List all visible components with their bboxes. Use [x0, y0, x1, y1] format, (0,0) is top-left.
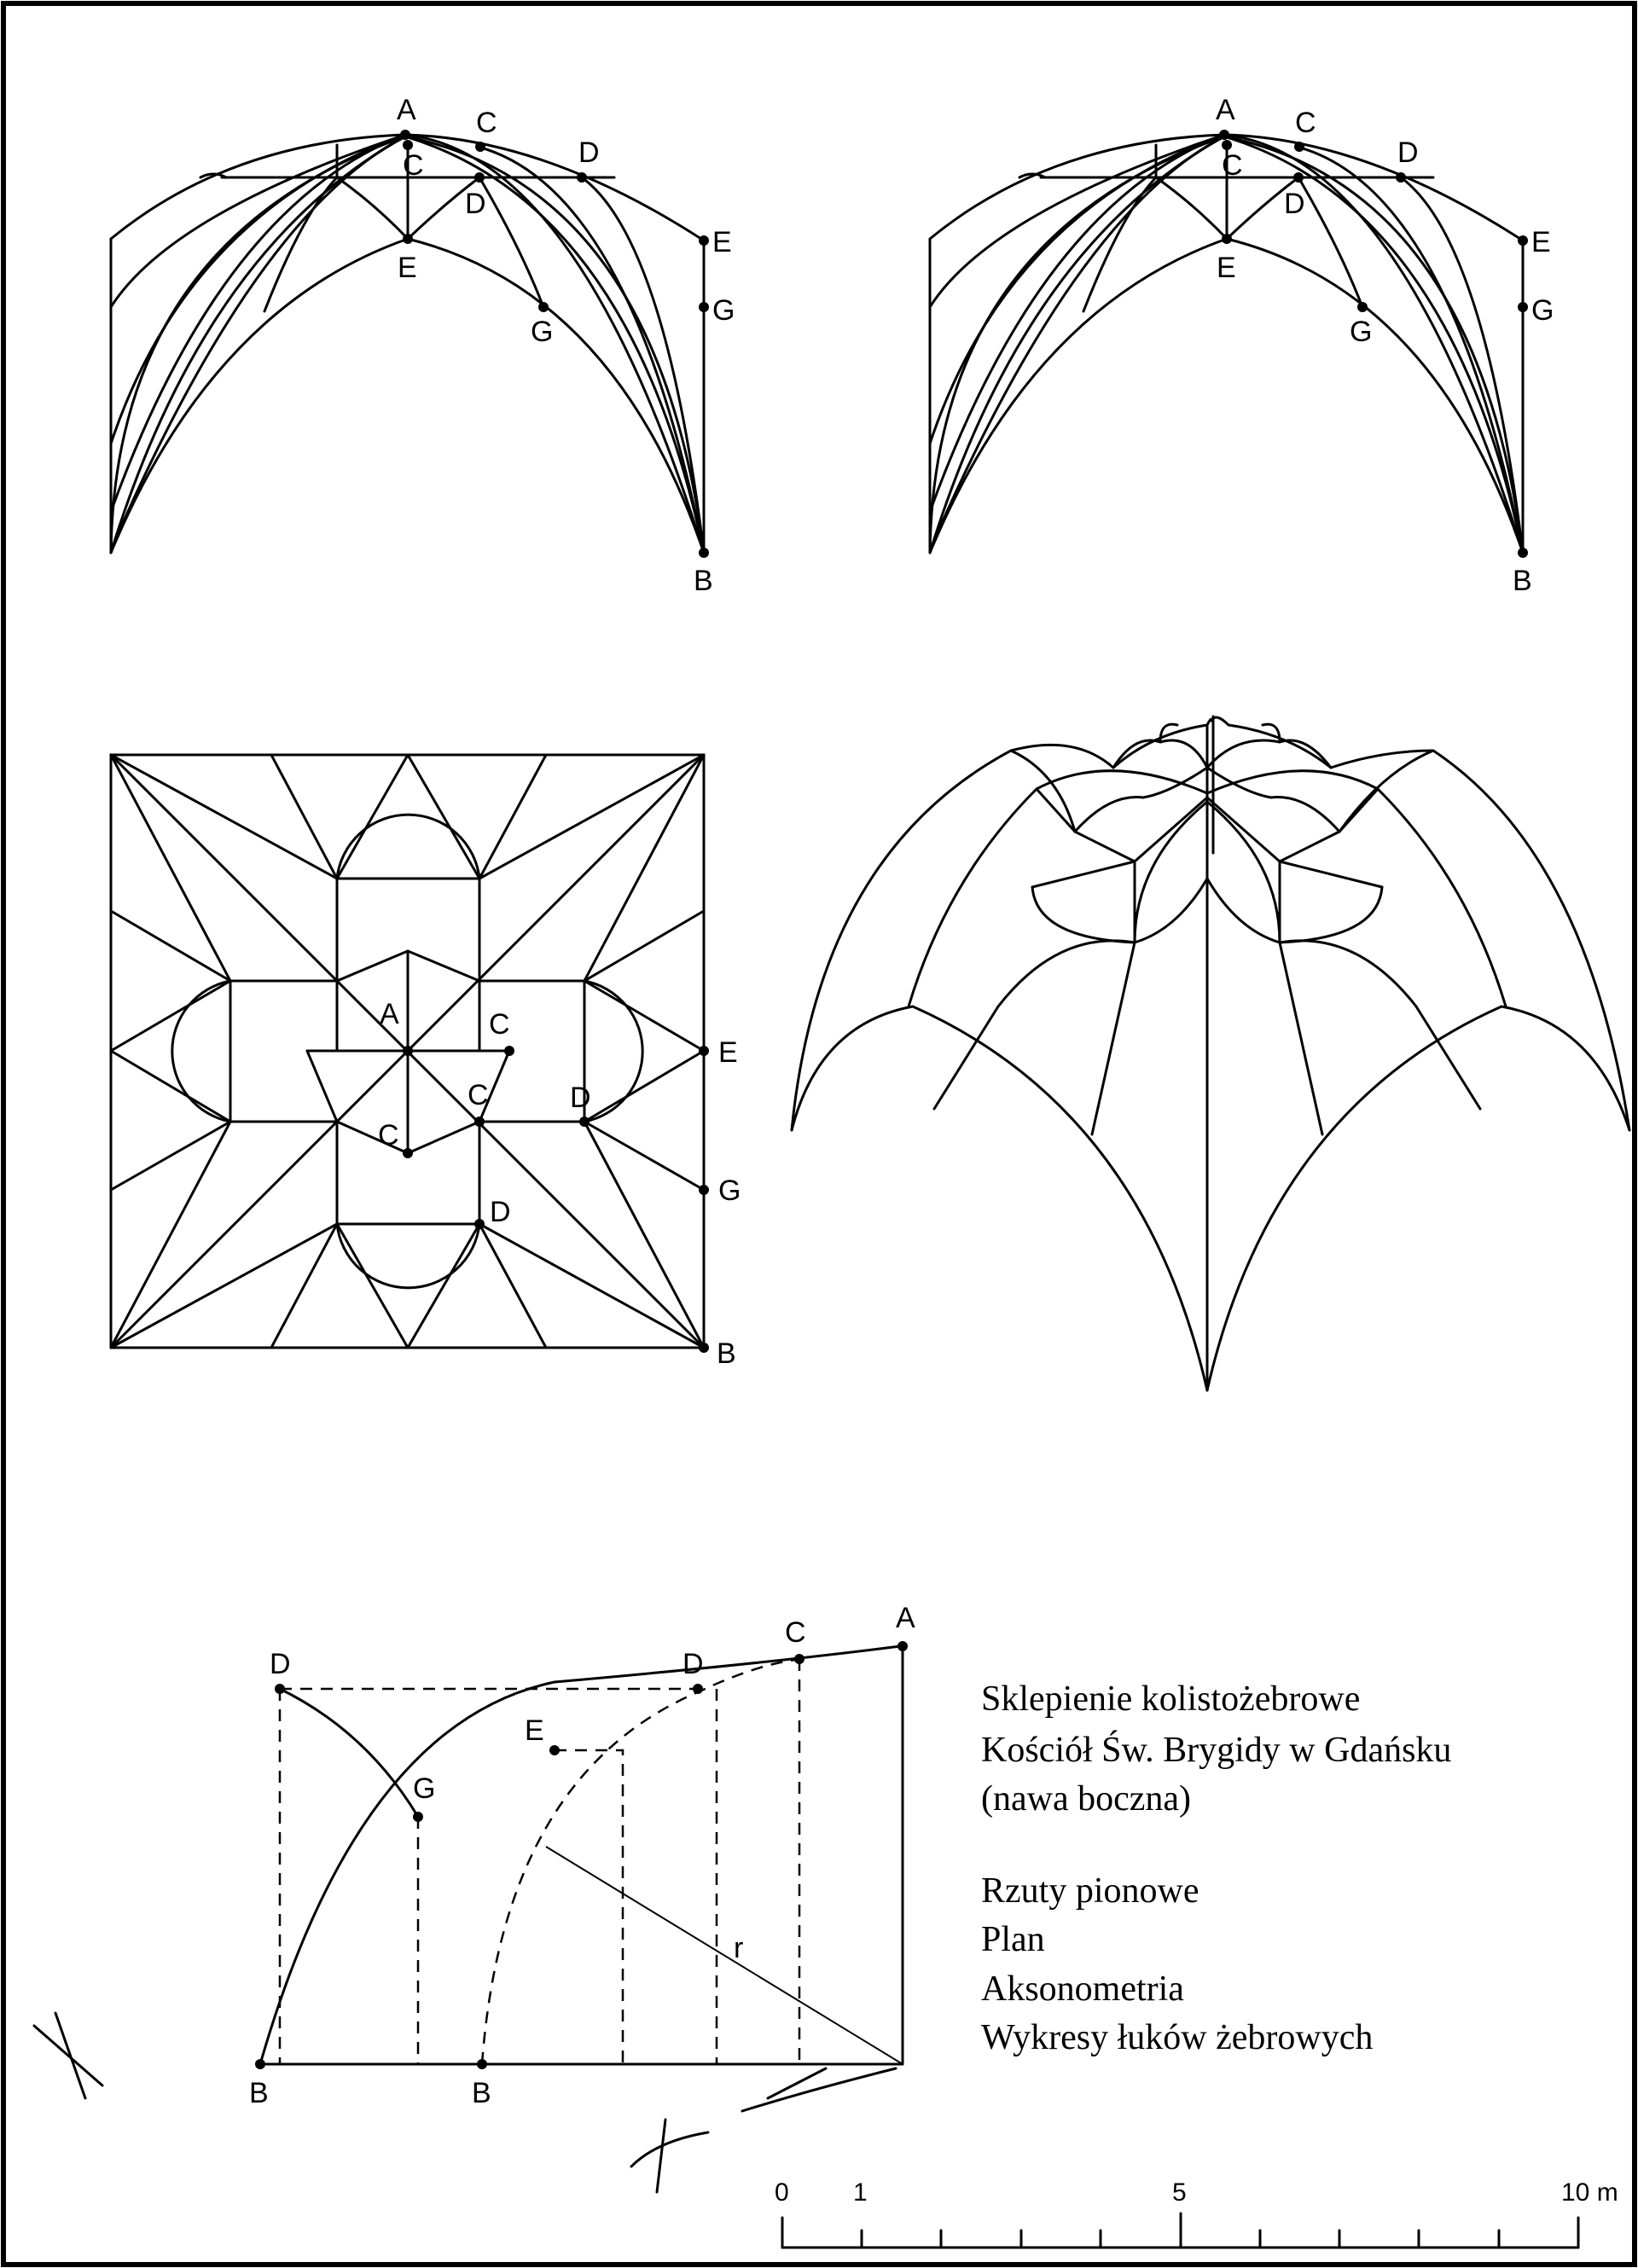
caption-axonometry: Aksonometria — [981, 1969, 1184, 2009]
axonometric-view — [792, 716, 1629, 1390]
plan-label-G: G — [718, 1175, 741, 1207]
caption-title: Sklepienie kolistożebrowe — [981, 1679, 1361, 1719]
plan-label-A: A — [380, 998, 399, 1030]
plan-label-D-right: D — [570, 1082, 591, 1114]
label-E-side: E — [712, 226, 732, 258]
caption-church: Kościół Św. Brygidy w Gdańsku — [981, 1731, 1452, 1770]
plan-label-D-bottom: D — [490, 1196, 511, 1228]
scale-label-5: 5 — [1172, 2178, 1187, 2207]
arc-label-G: G — [413, 1772, 436, 1805]
plan-label-C-diag: C — [468, 1079, 489, 1111]
caption-plan: Plan — [981, 1920, 1045, 1959]
caption-elevations: Rzuty pionowe — [981, 1871, 1199, 1911]
elevation-arches — [111, 135, 704, 553]
arc-label-A: A — [896, 1602, 915, 1634]
arc-label-E: E — [525, 1714, 544, 1747]
arc-label-D-right: D — [682, 1648, 704, 1680]
plan-label-E: E — [718, 1036, 738, 1069]
caption-arc-diagrams: Wykresy łuków żebrowych — [981, 2018, 1374, 2057]
vertical-projection-right — [930, 94, 1554, 597]
sheet-border — [3, 3, 1635, 2265]
scale-bar — [775, 2178, 1618, 2248]
label-G-center: G — [531, 316, 554, 348]
label-G-side: G — [712, 294, 735, 327]
label-B: B — [694, 565, 713, 597]
vertical-projection-left — [111, 94, 735, 597]
arc-label-r: r — [734, 1932, 744, 1964]
plan-view — [111, 755, 741, 1370]
rib-arc-construction — [34, 1602, 915, 2192]
label-D-upper: D — [578, 136, 600, 169]
scale-label-1: 1 — [853, 2178, 868, 2207]
plan-label-B: B — [717, 1337, 736, 1370]
arc-label-C: C — [785, 1616, 806, 1649]
arc-label-B-left: B — [249, 2077, 269, 2109]
label-C-upper: C — [476, 107, 497, 139]
caption-aisle: (nawa boczna) — [981, 1779, 1192, 1818]
plan-label-C-bottom: C — [378, 1119, 399, 1151]
label-E-center: E — [398, 252, 417, 284]
scale-label-0: 0 — [775, 2178, 789, 2207]
caption-block — [981, 1679, 1451, 2057]
label-A: A — [397, 94, 416, 126]
arc-label-B-mid: B — [472, 2077, 491, 2109]
plan-label-C-right: C — [489, 1008, 510, 1041]
label-D-lower: D — [465, 188, 486, 220]
arc-label-D-left: D — [270, 1648, 291, 1680]
label-C-lower: C — [403, 149, 424, 182]
scale-label-10m: 10 m — [1561, 2178, 1618, 2207]
